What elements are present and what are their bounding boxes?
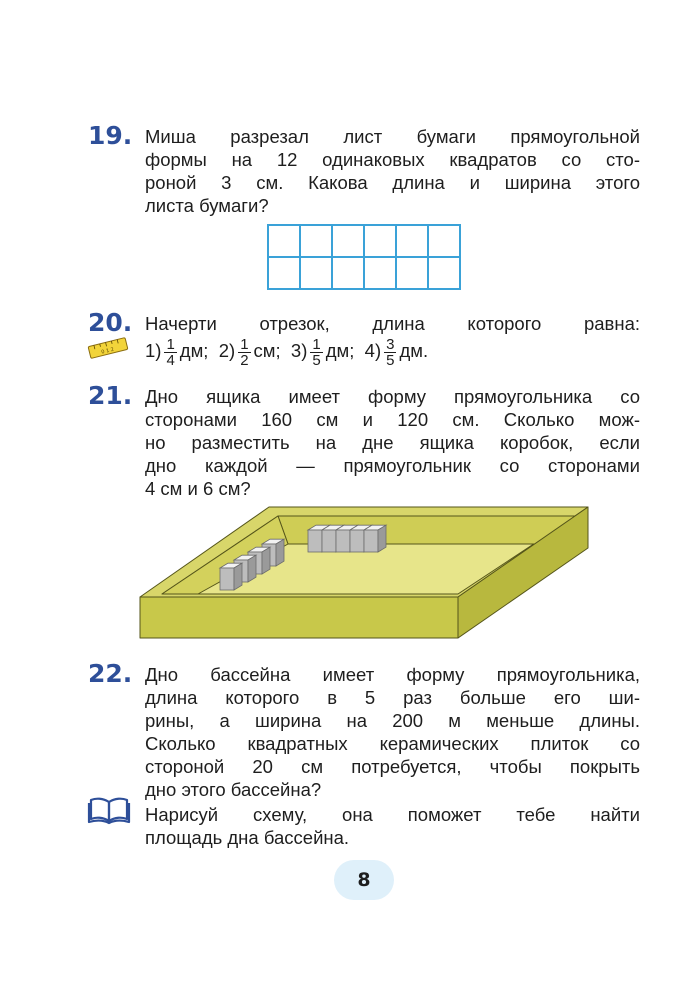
small-box (364, 525, 386, 552)
task-text-line: дно каждой — прямоугольник со сторонами (145, 455, 640, 476)
task-number: 21. (88, 381, 133, 410)
grid-square (428, 257, 460, 289)
grid-square (268, 257, 300, 289)
ruler-digits: 0 1 2 (100, 346, 115, 356)
fraction-item-3: 3) $\frac{1}{5}$ дм; (290, 335, 355, 369)
grid-square (364, 257, 396, 289)
task-text-line: но разместить на дне ящика коробок, если (145, 432, 640, 453)
task-text-line: дно этого бассейна? (145, 779, 322, 800)
task-text-line: 4 см и 6 см? (145, 478, 251, 499)
task-text-line: рины, а ширина на 200 м меньше длины. (145, 710, 640, 731)
task-number: 22. (88, 659, 133, 688)
ruler-icon (86, 336, 130, 360)
task-text-line: стороной 20 см потребуется, чтобы покрыть (145, 756, 640, 777)
fraction-list (145, 334, 640, 368)
fraction-item-1: 1) $\frac{1}{4}$ дм; (145, 335, 209, 369)
grid-square (300, 225, 332, 257)
task-text-line: сторонами 160 см и 120 см. Сколько мож- (145, 409, 640, 430)
grid-square (268, 225, 300, 257)
task-number: 20. (88, 308, 133, 337)
box-illustration (138, 504, 590, 642)
grid-square (332, 225, 364, 257)
grid-square (332, 257, 364, 289)
task-text-line: Дно ящика имеет форму прямоугольника со (145, 386, 640, 407)
grid-square (396, 257, 428, 289)
hint-text-line: площадь дна бассейна. (145, 827, 350, 848)
grid-square (364, 225, 396, 257)
hint-text-line: Нарисуй схему, она поможет тебе найти (145, 804, 640, 825)
open-book-icon (88, 795, 130, 825)
task-text-line: длина которого в 5 раз больше его ши- (145, 687, 640, 708)
grid-square (300, 257, 332, 289)
task-text-line: Миша разрезал лист бумаги прямоугольной (145, 126, 640, 147)
task-text-line: Дно бассейна имеет форму прямоугольника, (145, 664, 640, 685)
squares-grid (266, 224, 462, 290)
task-number: 19. (88, 121, 133, 150)
task-text-line: формы на 12 одинаковых квадратов со сто- (145, 149, 640, 170)
grid-square (396, 225, 428, 257)
small-box (220, 563, 242, 590)
task-text-line: Начерти отрезок, длина которого равна: (145, 313, 640, 334)
task-text-line: Сколько квадратных керамических плиток со (145, 733, 640, 754)
fraction-item-4: 4) $\frac{3}{5}$ дм. (364, 335, 429, 369)
task-text-line: листа бумаги? (145, 195, 269, 216)
task-text-line: роной 3 см. Какова длина и ширина этого (145, 172, 640, 193)
fraction-item-2: 2) $\frac{1}{2}$ см; (218, 335, 281, 369)
grid-square (428, 225, 460, 257)
page-number: 8 (334, 860, 394, 900)
